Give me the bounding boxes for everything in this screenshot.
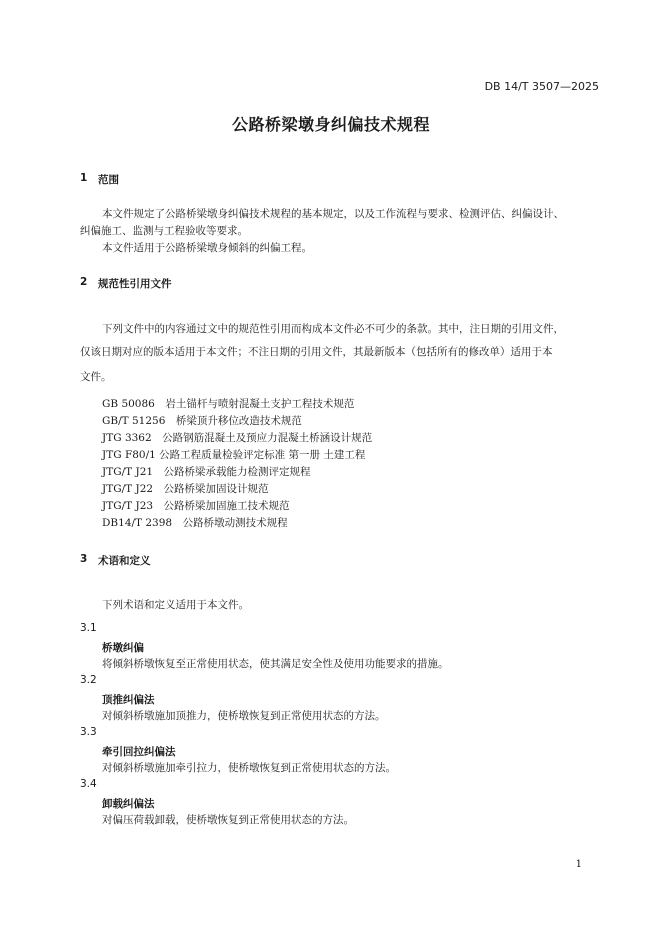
- term-name: 牵引回拉纠偏法: [102, 746, 176, 758]
- section-3-number: 3: [80, 553, 88, 565]
- term-definition: 对倾斜桥墩施加牵引拉力，使桥墩恢复到正常使用状态的方法。: [102, 762, 396, 774]
- term-definition: 将倾斜桥墩恢复至正常使用状态，使其满足安全性及使用功能要求的措施。: [102, 658, 449, 670]
- term-name: 卸载纠偏法: [102, 798, 155, 810]
- section-2-title: 规范性引用文件: [98, 278, 172, 290]
- term-number: 3.4: [80, 778, 97, 790]
- page-number: 1: [575, 859, 582, 870]
- reference-item: JTG/T J23 公路桥梁加固施工技术规范: [102, 500, 290, 512]
- section-1-number: 1: [80, 172, 88, 184]
- reference-item: JTG/T J22 公路桥梁加固设计规范: [102, 483, 269, 495]
- section-2-paragraph-line-2: 仅该日期对应的版本适用于本文件；不注日期的引用文件，其最新版本（包括所有的修改单）适用于本: [80, 346, 553, 358]
- reference-item: JTG 3362 公路钢筋混凝土及预应力混凝土桥涵设计规范: [102, 432, 373, 444]
- section-2-paragraph-line-3: 文件。: [80, 371, 112, 383]
- term-number: 3.2: [80, 674, 97, 686]
- section-1-paragraph-1-cont: 纠偏施工、监测与工程验收等要求。: [80, 225, 248, 237]
- standard-code: DB 14/T 3507—2025: [484, 80, 599, 93]
- term-number: 3.1: [80, 622, 97, 634]
- reference-item: GB 50086 岩土锚杆与喷射混凝土支护工程技术规范: [102, 398, 355, 410]
- section-1-title: 范围: [98, 174, 119, 186]
- section-2-number: 2: [80, 276, 88, 288]
- term-name: 桥墩纠偏: [102, 642, 144, 654]
- term-number: 3.3: [80, 726, 97, 738]
- reference-item: JTG/T J21 公路桥梁承载能力检测评定规程: [102, 466, 311, 478]
- term-definition: 对倾斜桥墩施加顶推力，使桥墩恢复到正常使用状态的方法。: [102, 710, 386, 722]
- reference-item: JTG F80/1 公路工程质量检验评定标准 第一册 土建工程: [102, 449, 366, 461]
- section-1-paragraph-1: 本文件规定了公路桥梁墩身纠偏技术规程的基本规定，以及工作流程与要求、检测评估、纠偏设计、: [102, 208, 564, 220]
- term-definition: 对偏压荷载卸载，使桥墩恢复到正常使用状态的方法。: [102, 814, 354, 826]
- document-title: 公路桥梁墩身纠偏技术规程: [231, 115, 430, 134]
- section-2-paragraph-line-1: 下列文件中的内容通过文中的规范性引用而构成本文件必不可少的条款。其中，注日期的引用文件，: [102, 323, 564, 335]
- reference-item: DB14/T 2398 公路桥墩动测技术规程: [102, 517, 288, 529]
- section-3-title: 术语和定义: [98, 555, 151, 567]
- reference-item: GB/T 51256 桥梁顶升移位改造技术规范: [102, 415, 302, 427]
- section-3-intro: 下列术语和定义适用于本文件。: [102, 599, 249, 611]
- term-name: 顶推纠偏法: [102, 694, 155, 706]
- section-1-paragraph-2: 本文件适用于公路桥梁墩身倾斜的纠偏工程。: [102, 242, 312, 254]
